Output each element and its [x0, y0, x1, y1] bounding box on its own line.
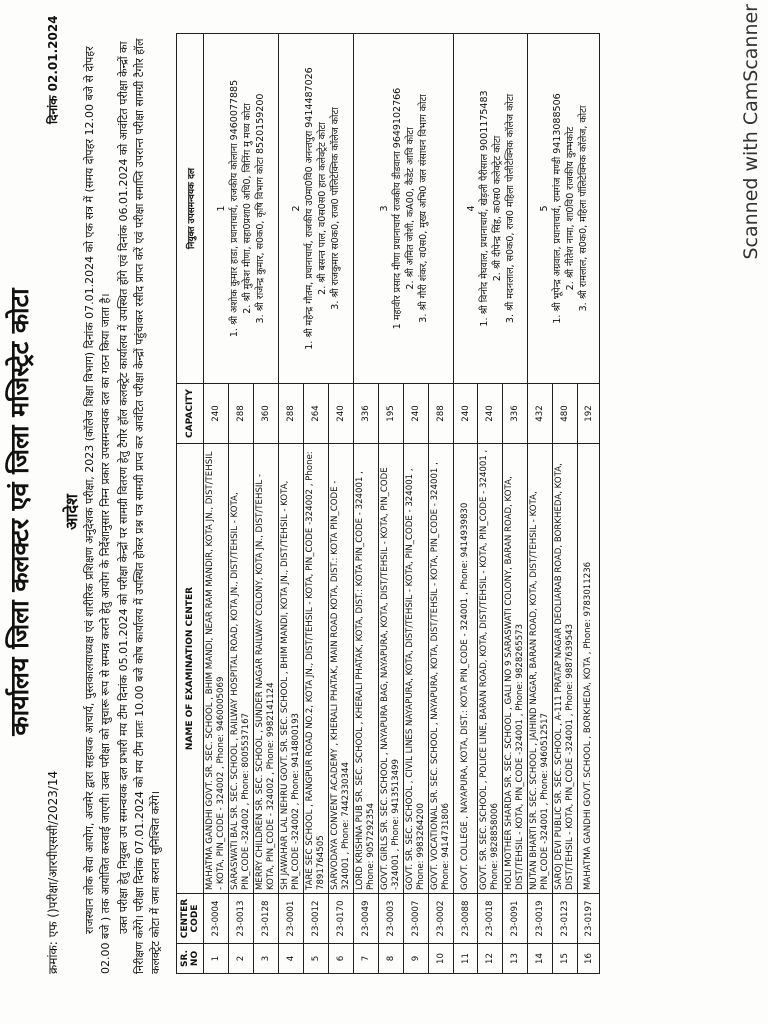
- capacity-cell: 192: [578, 384, 600, 444]
- team-member: 1 महावीर प्रसाद मीणा प्रधानाचार्य राजकीय डीडवाना 9649102766: [391, 87, 403, 330]
- team-number: 2: [291, 205, 302, 212]
- center-name-cell: GOVT. COLLEGE , NAYAPURA, KOTA, DIST.: KOTA PIN_CODE - 324001 , Phone: 9414939830: [454, 444, 478, 894]
- center-name-cell: GOVT. GIRLS SR. SEC. SCHOOL , NAYAPURA BAG, NAYAPURA, KOTA, DIST/TEHSIL - KOTA, PIN_CODE -324001 , Phone: 9413513499: [379, 444, 404, 894]
- sr-no-cell: 2: [229, 944, 254, 974]
- sr-no-cell: 4: [279, 944, 304, 974]
- sr-no-cell: 9: [404, 944, 429, 974]
- sr-no-cell: 8: [379, 944, 404, 974]
- table-row: [279, 34, 304, 974]
- team-member: 3. श्री राजेन्द्र कुमार, स0क0, कृषि विभाग कोटा 8520159200: [255, 93, 266, 324]
- order-date: दिनांक 02.01.2024: [46, 15, 60, 124]
- center-code-cell: 23-0197: [578, 894, 600, 944]
- sr-no-cell: 16: [578, 944, 600, 974]
- table-header-row: [177, 34, 204, 974]
- header-sr-no: SR. NO: [177, 944, 204, 974]
- center-name-cell: MAHATMA GANDHI GOVT. SCHOOL , BORKHEDA, KOTA , Phone: 9783011236: [578, 444, 600, 894]
- team-member: 3. श्री रामलाल, स0क0, महिला पॉलिटेक्निक कॉलेज, कोटा: [577, 105, 589, 312]
- team-member: 2. श्री दीपेन्द्र सिंह, क0स0 कलेक्ट्रेट कोटा: [491, 135, 503, 282]
- capacity-cell: 480: [553, 384, 578, 444]
- capacity-cell: 240: [454, 384, 478, 444]
- center-name-cell: SARVODAYA CONVENT ACADEMY , KHERALI PHATAK, MAIN ROAD KOTA, DIST.: KOTA PIN_CODE - 324001 , Phone: 7442330344: [329, 444, 354, 894]
- center-code-cell: 23-0091: [503, 894, 528, 944]
- team-cell: [204, 34, 279, 384]
- intro-paragraph: उक्त परीक्षा हेतु नियुक्त उप समन्वयक दल प्रभारी मय टीम दिनांक 05.01.2024 को परीक्षा केन्द्रों पर सामग्री वितरण हेतु टैगोर हॉल कलक्ट्रेट कार्यालय में उपस्थित होंगे एवं दिनांक 06.01.2024 को आवंटित परीक्षा केन्द्रों का निरीक्षण करेंगे। परीक्षा दिनांक 07.01.2024 को मय टीम प्रातः 10.00 बजे कोष कार्यालय में उपस्थित होकर प्रश्न पत्र सामग्री प्राप्त कर आवंटित परीक्षा केन्द्रों पहुंचाकर रसीद प्राप्त करें एवं परीक्षा समाप्ति उपरान्त परीक्षा सामग्री टैगोर हॉल कलक्ट्रेट कोटा में जमा कराना सुनिश्चित करेंगे।: [117, 38, 162, 974]
- center-code-cell: 23-0002: [429, 894, 454, 944]
- center-name-cell: SH JAWAHAR LAL NEHRU GOVT. SR. SEC. SCHOOL , BHIM MANDI, KOTA JN., DIST/TEHSIL - KOTA, PIN_CODE -324002 , Phone: 9414800193: [279, 444, 304, 894]
- center-code-cell: 23-0004: [204, 894, 229, 944]
- center-name-cell: NUTAN BHARTI SR. SEC. SCHOOL , JAIHIND NAGAR, BARAN ROAD, KOTA, DIST/TEHSIL - KOTA, PIN_CODE -324001 , Phone: 9460512517: [528, 444, 553, 894]
- team-cell: [354, 34, 454, 384]
- capacity-cell: 240: [329, 384, 354, 444]
- sr-no-cell: 10: [429, 944, 454, 974]
- center-code-cell: 23-0003: [379, 894, 404, 944]
- center-name-cell: MAHATMA GANDHI GOVT. SR. SEC. SCHOOL , BHIM MANDI, NEAR RAM MANDIR, KOTA JN., DIST/TEHSIL - KOTA, PIN_CODE - 324002 , Phone: 9460005069: [204, 444, 229, 894]
- team-member: 2. श्री बसन्त पाल, व0स0स0 हाल कलेक्ट्रेट कोटा: [317, 122, 328, 295]
- sr-no-cell: 1: [204, 944, 229, 974]
- team-member: 1. श्री विनोद मेघवाल, प्रधानाचार्य, खेड़ली पैरीसाल 9001175483: [478, 90, 490, 327]
- team-member: 3. श्री राजकुमार स0क0, राज0 पॉलिटेक्निक कॉलेज कोटा: [330, 107, 341, 310]
- team-member: 1. श्री महेन्द्र गौतम, प्रधानाचार्य, राजकीय उ0मा0वि0 अनन्तपुरा 9414487026: [304, 67, 315, 350]
- capacity-cell: 240: [204, 384, 229, 444]
- center-name-cell: GOVT. SR. SEC. SCHOOL , CIVIL LINES NAYAPURA, KOTA, DIST/TEHSIL - KOTA, PIN_CODE - 324001 , Phone: 9983264200: [404, 444, 429, 894]
- capacity-cell: 336: [503, 384, 528, 444]
- center-code-cell: 23-0170: [329, 894, 354, 944]
- table-row: [354, 34, 379, 974]
- header-team: नियुक्त उपसमन्वयक दल: [177, 34, 204, 384]
- team-member: 2. श्री नीतेश नामा, शा0वि0 राजकीय कुम्भकोट: [564, 126, 576, 291]
- center-name-cell: HOLI MOTHER SHARDA SR. SEC. SCHOOL , GALI NO 9 SARASWATI COLONY, BARAN ROAD, KOTA, DIST/TEHSIL - KOTA, PIN_CODE -324001 , Phone: 9828265573: [503, 444, 528, 894]
- center-code-cell: 23-0007: [404, 894, 429, 944]
- center-name-cell: GOVT. VOCATIONAL SR. SEC. SCHOOL , NAYAPURA, KOTA, DIST/TEHSIL - KOTA, PIN_CODE - 324001 , Phone: 9414731806: [429, 444, 454, 894]
- center-code-cell: 23-0019: [528, 894, 553, 944]
- table-row: [528, 34, 553, 974]
- capacity-cell: 240: [478, 384, 503, 444]
- center-code-cell: 23-0013: [229, 894, 254, 944]
- center-name-cell: GOVT. SR. SEC. SCHOOL , POLICE LINE, BARAN ROAD, KOTA, DIST/TEHSIL - KOTA, PIN_CODE - 324001 , Phone: 9828858006: [478, 444, 503, 894]
- capacity-cell: 336: [354, 384, 379, 444]
- capacity-cell: 360: [254, 384, 279, 444]
- exam-center-table: [176, 33, 600, 974]
- center-code-cell: 23-0049: [354, 894, 379, 944]
- team-cell: [279, 34, 354, 384]
- center-name-cell: MERRY CHILDREN SR. SEC. SCHOOL , SUNDER NAGAR RAILWAY COLONY, KOTA JN., DIST/TEHSIL - KOTA, PIN_CODE - 324002 , Phone: 9982141124: [254, 444, 279, 894]
- team-member: 1. श्री अशोक कुमार हाडा, प्रधानाचार्य, राजकीय कोलाना 9460077885: [229, 79, 240, 338]
- sr-no-cell: 7: [354, 944, 379, 974]
- sr-no-cell: 11: [454, 944, 478, 974]
- sr-no-cell: 6: [329, 944, 354, 974]
- capacity-cell: 432: [528, 384, 553, 444]
- header-capacity: CAPACITY: [177, 384, 204, 444]
- team-member: 2. श्री अमित जोशी, कA00, कैडेट आवि कोटा: [404, 127, 416, 290]
- team-member: 3. श्री गौरी शंकर, व0स0, मुख्य अभि0 जल संसाधन विभाग कोटा: [417, 94, 429, 323]
- capacity-cell: 264: [304, 384, 329, 444]
- header-center-name: NAME OF EXAMINATION CENTER: [177, 444, 204, 894]
- sr-no-cell: 5: [304, 944, 329, 974]
- table-row: [454, 34, 478, 974]
- team-cell: [528, 34, 600, 384]
- center-name-cell: TARE SEC SCHOOL , RANGPUR ROAD NO.2, KOTA JN., DIST/TEHSIL - KOTA, PIN_CODE -324002 , Phone: 7891764505: [304, 444, 329, 894]
- team-member: 1. श्री भूपेन्द्र अग्रवाल, प्रधानाचार्य, रामगंज मण्डी 9413088506: [551, 93, 563, 324]
- order-heading: आदेश: [62, 494, 81, 530]
- center-code-cell: 23-0001: [279, 894, 304, 944]
- capacity-cell: 195: [379, 384, 404, 444]
- center-code-cell: 23-0123: [553, 894, 578, 944]
- table-row: [204, 34, 229, 974]
- scanner-watermark: Scanned with CamScanner: [740, 4, 762, 260]
- center-name-cell: SARASWATI BAL SR. SEC. SCHOOL , RAILWAY HOSPITAL ROAD, KOTA JN., DIST/TEHSIL - KOTA, PIN_CODE -324002 , Phone: 8005537167: [229, 444, 254, 894]
- header-center-code: CENTER CODE: [177, 894, 204, 944]
- sr-no-cell: 13: [503, 944, 528, 974]
- center-name-cell: SAROJ DEVI PUBLIC SR. SEC. SCHOOL , A-111 PRATAP NAGAR DEOLIARAB ROAD, BORKHEDA, KOTA, DIST/TEHSIL - KOTA, PIN_CODE -324001 , Phone: 9887639543: [553, 444, 578, 894]
- capacity-cell: 288: [279, 384, 304, 444]
- capacity-cell: 288: [429, 384, 454, 444]
- center-code-cell: 23-0088: [454, 894, 478, 944]
- team-number: 3: [378, 205, 390, 212]
- capacity-cell: 288: [229, 384, 254, 444]
- sr-no-cell: 3: [254, 944, 279, 974]
- center-code-cell: 23-0018: [478, 894, 503, 944]
- capacity-cell: 240: [404, 384, 429, 444]
- center-code-cell: 23-0128: [254, 894, 279, 944]
- sr-no-cell: 14: [528, 944, 553, 974]
- team-cell: [454, 34, 528, 384]
- team-number: 5: [538, 205, 550, 212]
- intro-text: [82, 34, 166, 974]
- table-body: [204, 34, 600, 974]
- order-number: क्रमांक: एफ ()परीक्षा/आरपीएससी/2023/14: [46, 770, 60, 974]
- team-member: 2. श्री मुकेश मीणा, सहा0प्रशा0 अधि0, जिनिंग मु मध्य कोटा: [242, 103, 253, 314]
- center-name-cell: LORD KRISHNA PUB SR. SEC. SCHOOL , KHERALI PHATAK, KOTA, DIST.: KOTA PIN_CODE - 324001 , Phone: 9057292354: [354, 444, 379, 894]
- center-code-cell: 23-0012: [304, 894, 329, 944]
- intro-paragraph: राजस्थान लोक सेवा आयोग, अजमेर द्वारा सहायक आचार्य, पुस्तकालयाध्यक्ष एवं शारीरिक प्रशिक्षण अनुदेशक परीक्षा, 2023 (कॉलेज शिक्षा विभाग) दिनांक 07.01.2024 को एक सत्र में (समय दोपहर 12.00 बजे से दोपहर 02.00 बजे ) तक आयोजित करवाई जाएगी। उक्त परीक्षा को सुचारू रूप से सम्पन्न कराने हेतु आयोग के निर्देशानुसार निम्न प्रकार उपसमन्वयक दल का गठन किया जाता है।: [83, 46, 112, 974]
- team-member: 3. श्री मदनलाल, स0क0, राज0 महिला पोलीटेक्निक कॉलेज कोटा: [504, 93, 516, 324]
- team-number: 4: [465, 205, 477, 212]
- sr-no-cell: 12: [478, 944, 503, 974]
- sr-no-cell: 15: [553, 944, 578, 974]
- team-number: 1: [216, 205, 227, 212]
- office-title: कार्यालय जिला कलक्टर एवं जिला मजिस्ट्रेट कोटा: [5, 288, 34, 736]
